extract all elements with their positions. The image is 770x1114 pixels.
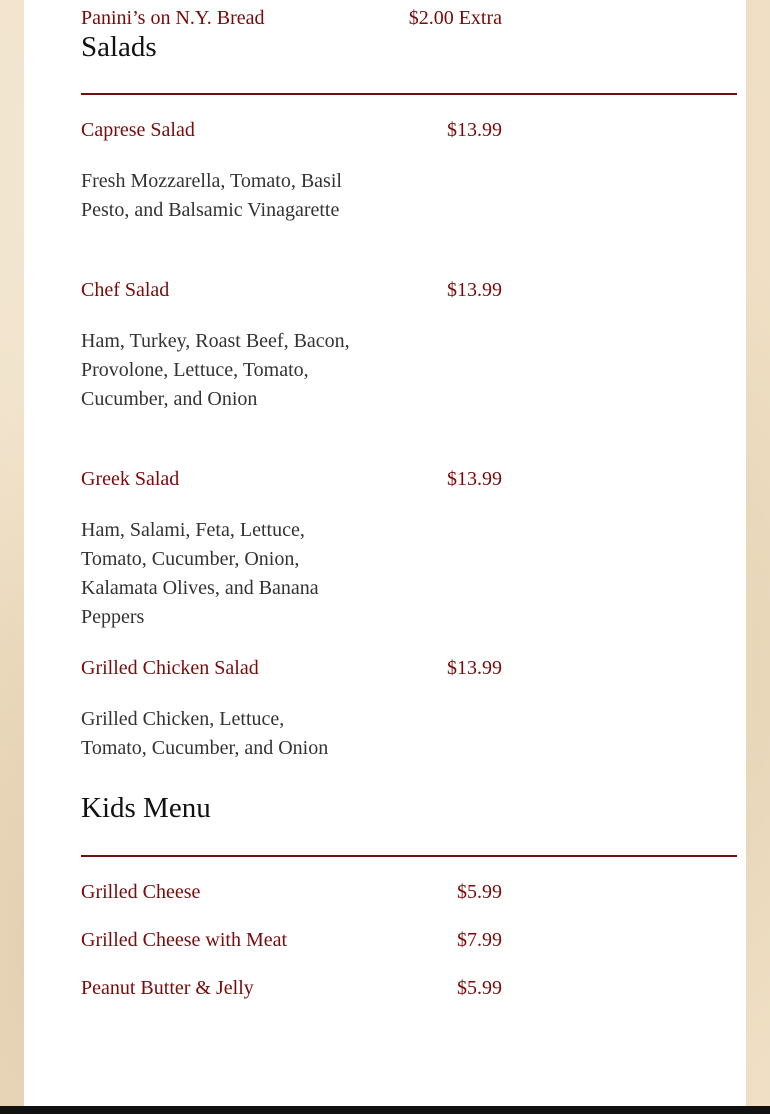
menu-item-price: $13.99 [447, 657, 502, 679]
menu-item-name: Greek Salad [81, 468, 180, 490]
menu-item-name: Grilled Chicken Salad [81, 657, 259, 679]
menu-item-price: $5.99 [457, 977, 502, 999]
menu-item-description: Ham, Turkey, Roast Beef, Bacon, Provolone, Lettuce, Tomato, Cucumber, and Onion [81, 330, 350, 410]
menu-panel [24, 0, 746, 1106]
menu-item-price: $2.00 Extra [408, 7, 502, 29]
menu-item-price: $5.99 [457, 881, 502, 903]
menu-item-price: $7.99 [457, 929, 502, 951]
menu-item-name: Chef Salad [81, 279, 170, 301]
menu-item-name: Caprese Salad [81, 119, 195, 141]
menu-item-panini-extra [81, 6, 502, 30]
section-title-kids-menu: Kids Menu [81, 792, 211, 824]
menu-item-name: Panini’s on N.Y. Bread [81, 7, 265, 29]
menu-item-greek-salad [81, 467, 502, 491]
menu-item-description: Ham, Salami, Feta, Lettuce, Tomato, Cucumber, Onion, Kalamata Olives, and Banana Peppers [81, 519, 319, 628]
menu-item-description: Fresh Mozzarella, Tomato, Basil Pesto, and Balsamic Vinagarette [81, 170, 342, 221]
section-title-salads: Salads [81, 31, 157, 63]
menu-item-price: $13.99 [447, 119, 502, 141]
menu-item-name: Grilled Cheese with Meat [81, 929, 288, 951]
menu-item-caprese-salad [81, 118, 502, 142]
menu-item-description: Grilled Chicken, Lettuce, Tomato, Cucumber, and Onion [81, 708, 329, 759]
menu-item-price: $13.99 [447, 468, 502, 490]
menu-item-price: $13.99 [447, 279, 502, 301]
menu-item-grilled-chicken-salad [81, 656, 502, 680]
section-divider-salads [81, 93, 737, 95]
menu-item-grilled-cheese [81, 880, 502, 904]
menu-item-grilled-cheese-with-meat [81, 928, 502, 952]
menu-item-peanut-butter-jelly [81, 976, 502, 1000]
menu-item-chef-salad [81, 278, 502, 302]
bottom-bar [0, 1106, 770, 1114]
menu-item-name: Peanut Butter & Jelly [81, 977, 254, 999]
section-divider-kids-menu [81, 855, 737, 857]
menu-item-name: Grilled Cheese [81, 881, 201, 903]
